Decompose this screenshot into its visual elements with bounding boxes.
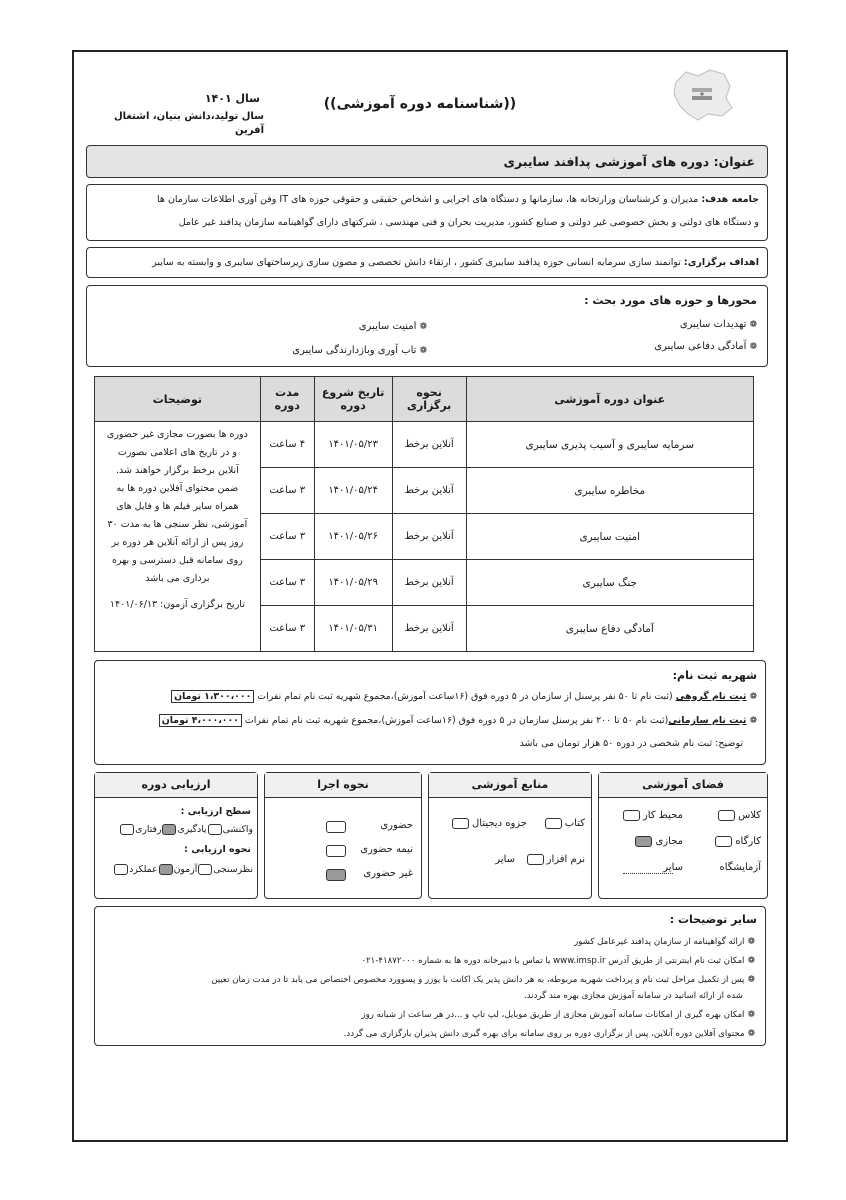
course-title-cell: امنیت سایبری xyxy=(466,514,753,560)
delivery-option[interactable]: حضوری xyxy=(380,820,413,831)
space-option[interactable]: محیط کار xyxy=(620,809,683,823)
document-title: ((شناسنامه دوره آموزشی)) xyxy=(323,96,517,112)
note-item: ❁ارائه گواهینامه از سازمان پدافند غیرعامل کشور xyxy=(574,937,755,947)
note-line: دوره ها بصورت مجازی غیر حضوری xyxy=(106,429,248,440)
other-notes-box xyxy=(94,906,766,1046)
course-title: عنوان: دوره های آموزشی پدافند سایبری xyxy=(503,154,755,169)
space-heading: فضای آموزشی xyxy=(599,773,767,798)
notes-cell xyxy=(95,422,261,652)
course-duration-cell: ۳ ساعت xyxy=(260,606,314,652)
course-date-cell: ۱۴۰۱/۰۵/۲۹ xyxy=(314,560,392,606)
course-mode-cell: آنلاین برخط xyxy=(392,560,466,606)
delivery-box xyxy=(264,772,422,899)
course-title-cell: آمادگی دفاع سایبری xyxy=(466,606,753,652)
note-line: و در تاریخ های اعلامی بصورت xyxy=(117,447,237,458)
col-header-notes: توضیحات xyxy=(95,377,261,422)
checkbox[interactable] xyxy=(208,824,222,835)
checkbox[interactable] xyxy=(545,818,562,829)
resource-option[interactable]: نرم افزار xyxy=(524,853,585,867)
goals-text: توانمند سازی سرمایه انسانی حوزه پدافند سایبری کشور ، ارتقاء دانش تخصصی و مصون سازی زیرساختهای سایبری و وابسته به سایبر xyxy=(152,257,681,268)
checkbox[interactable] xyxy=(623,810,640,821)
evaluation-heading: ارزیابی دوره xyxy=(95,773,257,798)
resource-option[interactable]: جزوه دیجیتال xyxy=(449,817,527,831)
checkbox[interactable] xyxy=(527,854,544,865)
space-box xyxy=(598,772,768,899)
checkbox[interactable] xyxy=(715,836,732,847)
goals-label: اهداف برگزاری: xyxy=(683,257,759,268)
checkbox-checked[interactable] xyxy=(635,836,652,847)
checkbox[interactable] xyxy=(452,818,469,829)
course-title-cell: جنگ سایبری xyxy=(466,560,753,606)
col-header-duration: مدت دوره xyxy=(260,377,314,422)
topics-box xyxy=(86,285,768,367)
col-header-date: تاریخ شروع دوره xyxy=(314,377,392,422)
course-duration-cell: ۳ ساعت xyxy=(260,468,314,514)
course-duration-cell: ۳ ساعت xyxy=(260,514,314,560)
exam-date: تاریخ برگزاری آزمون: ۱۴۰۱/۰۶/۱۳ xyxy=(109,599,245,610)
course-mode-cell: آنلاین برخط xyxy=(392,514,466,560)
checkbox[interactable] xyxy=(718,810,735,821)
space-option[interactable]: کارگاه xyxy=(712,835,761,849)
course-date-cell: ۱۴۰۱/۰۵/۳۱ xyxy=(314,606,392,652)
checkbox[interactable] xyxy=(198,864,212,875)
course-table xyxy=(94,376,754,652)
topic-item: ❁آمادگی دفاعی سایبری xyxy=(654,341,757,352)
other-notes-heading: سایر توضیحات : xyxy=(669,913,757,926)
note-item: ❁امکان بهره گیری از امکانات سامانه آموزش مجازی از طریق موبایل، لپ تاپ و ...در هر ساعت از شبانه روز xyxy=(361,1010,755,1020)
year-motto: سال تولید،دانش بنیان، اشتغال آفرین xyxy=(113,111,264,136)
col-header-mode: نحوه برگزاری xyxy=(392,377,466,422)
checkbox-checked[interactable] xyxy=(326,869,346,881)
audience-line-1: مدیران و کرشناسان وزارتخانه ها، سازمانها و دستگاه های اجرایی و اشخاص حقیقی و حقوقی حوزه های IT وفن آوری اطلاعات سازمان ها xyxy=(157,194,699,205)
fees-box xyxy=(94,660,766,765)
course-title-cell: سرمایه سایبری و آسیب پذیری سایبری xyxy=(466,422,753,468)
fee-group-label: ثبت نام گروهی xyxy=(675,691,747,702)
note-item-continued: شده از ارائه اساتید در سامانه آموزش مجازی بهره مند گردند. xyxy=(523,991,743,1001)
audience-line-2: و دستگاه های دولتی و بخش خصوصی غیر دولتی و صنایع کشور، مدیریت بحران و فنی مهندسی ، شرکتهای دارای گواهینامه سازمان پدافند غیر عامل xyxy=(178,217,759,228)
iran-map-flag-icon xyxy=(668,64,738,124)
fee-group-amount: ۱،۳۰۰،۰۰۰ تومان xyxy=(171,690,254,703)
topic-item: ❁تاب آوری وبازدارندگی سایبری xyxy=(292,345,427,356)
resource-option[interactable]: سایر xyxy=(495,854,515,865)
audience-label: جامعه هدف: xyxy=(701,194,759,205)
fee-org-line: ❁ثبت نام سازمانی(ثبت نام ۵۰ تا ۲۰۰ نفر پرسنل سازمان در ۵ دوره فوق (۱۶ساعت آموزش)،مجموع شهریه ثبت نام تمام نفرات ۴،۰۰۰،۰۰۰ تومان xyxy=(159,714,757,728)
course-title-cell: مخاطره سایبری xyxy=(466,468,753,514)
fee-org-label: ثبت نام سازمانی xyxy=(668,715,747,726)
delivery-option[interactable]: نیمه حضوری xyxy=(360,844,413,855)
space-option[interactable]: آزمایشگاه xyxy=(719,862,761,873)
note-line: ضمن محتوای آفلاین دوره ها به xyxy=(116,483,239,494)
fee-group-text: (ثبت نام تا ۵۰ نفر پرسنل از سازمان در ۵ دوره فوق (۱۶ساعت آموزش)،مجموع شهریه ثبت نام تمام نفرات xyxy=(254,691,676,702)
fee-org-amount: ۴،۰۰۰،۰۰۰ تومان xyxy=(159,714,242,727)
delivery-option[interactable]: غیر حضوری xyxy=(363,868,413,879)
eval-level-options: واکنشییادگیریرفتاری xyxy=(119,823,253,837)
course-title-bar xyxy=(86,145,768,178)
note-line: برداری می باشد xyxy=(145,573,210,584)
course-date-cell: ۱۴۰۱/۰۵/۲۳ xyxy=(314,422,392,468)
goals-box xyxy=(86,247,768,278)
note-item: ❁محتوای آفلاین دوره آنلاین، پس از برگزاری دوره بر روی سامانه برای بهره گیری دانش پذیران بارگزاری می گردد. xyxy=(343,1029,755,1039)
checkbox[interactable] xyxy=(326,821,346,833)
course-date-cell: ۱۴۰۱/۰۵/۲۶ xyxy=(314,514,392,560)
course-duration-cell: ۳ ساعت xyxy=(260,560,314,606)
note-line: آنلاین برخط برگزار خواهند شد. xyxy=(115,465,239,476)
audience-box xyxy=(86,184,768,241)
note-line: روز پس از ارائه آنلاین هر دوره بر xyxy=(111,537,244,548)
topic-item: ❁امنیت سایبری xyxy=(358,321,427,332)
note-line: آموزشی، نظر سنجی ها به مدت ۳۰ xyxy=(107,519,248,530)
eval-method-label: نحوه ارزیابی : xyxy=(184,844,251,855)
checkbox[interactable] xyxy=(114,864,128,875)
fee-note: توضیح: ثبت نام شخصی در دوره ۵۰ هزار تومان می باشد xyxy=(519,738,743,749)
course-date-cell: ۱۴۰۱/۰۵/۲۴ xyxy=(314,468,392,514)
course-mode-cell: آنلاین برخط xyxy=(392,422,466,468)
checkbox-checked[interactable] xyxy=(162,824,176,835)
resources-heading: منابع آموزشی xyxy=(429,773,591,798)
space-option[interactable]: کلاس xyxy=(715,809,761,823)
col-header-title: عنوان دوره آموزشی xyxy=(466,377,753,422)
checkbox[interactable] xyxy=(326,845,346,857)
course-mode-cell: آنلاین برخط xyxy=(392,468,466,514)
evaluation-box xyxy=(94,772,258,899)
table-row xyxy=(95,422,754,468)
topics-heading: محورها و حوزه های مورد بحث : xyxy=(584,294,757,307)
resources-box xyxy=(428,772,592,899)
note-line: همراه سایر فیلم ها و فایل های xyxy=(116,501,239,512)
checkbox-checked[interactable] xyxy=(159,864,173,875)
eval-method-options: نظرسنجیآزمونعملکرد xyxy=(113,863,253,877)
note-item: ❁پس از تکمیل مراحل ثبت نام و پرداخت شهریه مربوطه، به هر دانش پذیر یک اکانت با یوزر و پسوورد مخصوص اختصاص می یابد تا در مدت زمان تعیین xyxy=(211,975,755,985)
space-option[interactable]: مجازی xyxy=(632,835,683,849)
resource-option[interactable]: کتاب xyxy=(542,817,585,831)
topic-item: ❁تهدیدات سایبری xyxy=(679,319,757,330)
eval-level-label: سطح ارزیابی : xyxy=(180,806,251,817)
note-line: روی سامانه قبل دسترسی و بهره xyxy=(111,555,243,566)
checkbox[interactable] xyxy=(120,824,134,835)
note-item: ❁امکان ثبت نام اینترنتی از طریق آدرس www.imsp.ir یا تماس با دبیرخانه دوره ها به شماره ۴۱۸۷۲۰۰۰-۰۲۱ xyxy=(361,956,755,966)
fee-org-text: (ثبت نام ۵۰ تا ۲۰۰ نفر پرسنل سازمان در ۵ دوره فوق (۱۶ساعت آموزش)،مجموع شهریه ثبت نام تمام نفرات xyxy=(241,715,669,726)
table-header-row xyxy=(95,377,754,422)
space-option[interactable]: سایر xyxy=(663,861,683,875)
course-duration-cell: ۴ ساعت xyxy=(260,422,314,468)
fees-heading: شهریه ثبت نام: xyxy=(672,669,757,682)
delivery-heading: نحوه اجرا xyxy=(265,773,421,798)
fee-group-line: ❁ثبت نام گروهی (ثبت نام تا ۵۰ نفر پرسنل از سازمان در ۵ دوره فوق (۱۶ساعت آموزش)،مجموع شهریه ثبت نام تمام نفرات ۱،۳۰۰،۰۰۰ تومان xyxy=(171,690,757,704)
course-mode-cell: آنلاین برخط xyxy=(392,606,466,652)
year-line: سال ۱۴۰۱ xyxy=(204,92,260,105)
